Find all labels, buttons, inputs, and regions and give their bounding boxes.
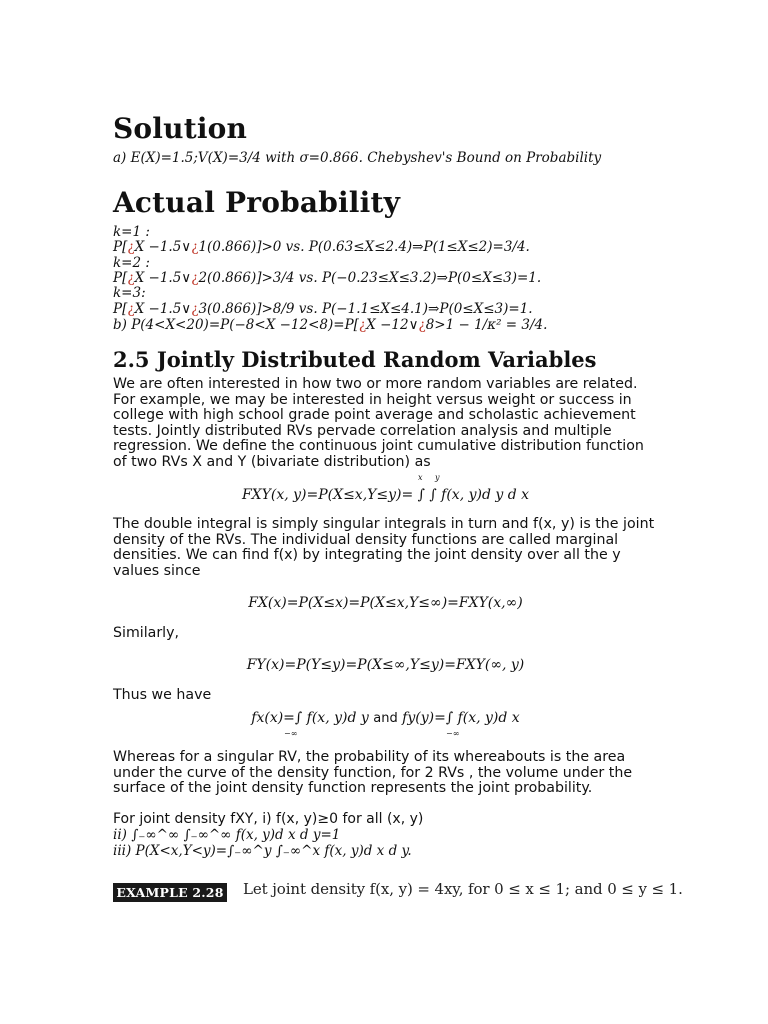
intro-paragraph: We are often interested in how two or more random variables are related. For example, we may be interested in height versus weight or success in college with high school grade point average and scholastic achievement tests. Jointly distributed RVs pervade correlation analysis and multiple regression. We define the continuous joint cumulative distribution function of two RVs X and Y (bivariate distribution) as	[113, 376, 644, 470]
thus-text: Thus we have	[113, 687, 212, 703]
k1-equation: P[¿X −1.5∨¿1(0.866)]>0 vs. P(0.63≤X≤2.4)⇒P(1≤X≤2)=3/4.	[113, 239, 530, 255]
k1-label: k=1 :	[113, 224, 150, 240]
similarly-text: Similarly,	[113, 625, 180, 641]
joint-property-i: For joint density fXY, i) f(x, y)≥0 for all (x, y)	[113, 811, 424, 827]
section-heading: 2.5 Jointly Distributed Random Variables	[113, 347, 597, 372]
k2-label: k=2 :	[113, 255, 150, 271]
line-b-equation: b) P(4<X<20)=P(−8<X −12<8)=P[¿X −12∨¿8>1 − 1/κ² = 3/4.	[113, 317, 548, 333]
eq1-upper-limit-y: y	[435, 473, 440, 482]
solution-heading: Solution	[113, 112, 248, 145]
example-row	[113, 880, 683, 904]
example-text: Let joint density f(x, y) = 4xy, for 0 ≤ x ≤ 1; and 0 ≤ y ≤ 1.	[243, 880, 683, 898]
k3-label: k=3:	[113, 285, 146, 301]
joint-cdf-equation: FXY(x, y)=P(X≤x,Y≤y)= ∫ ∫ f(x, y)d y d x	[241, 487, 530, 503]
joint-property-ii: ii) ∫₋∞^∞ ∫₋∞^∞ f(x, y)d x d y=1	[113, 827, 341, 843]
marginal-y-equation: FY(x)=P(Y≤y)=P(X≤∞,Y≤y)=FXY(∞, y)	[246, 657, 525, 673]
eq4-lower-limit-left: −∞	[284, 729, 298, 738]
solution-line-a: a) E(X)=1.5;V(X)=3/4 with σ=0.866. Chebyshev's Bound on Probability	[113, 150, 602, 166]
k2-equation: P[¿X −1.5∨¿2(0.866)]>3/4 vs. P(−0.23≤X≤3.2)⇒P(0≤X≤3)=1.	[113, 270, 542, 286]
actual-probability-heading: Actual Probability	[113, 186, 401, 219]
marginal-density-equations: fx(x)=∫ f(x, y)d y and fy(y)=∫ f(x, y)d x	[251, 710, 520, 726]
volume-paragraph: Whereas for a singular RV, the probability of its whereabouts is the area under the curve of the density function, for 2 RVs , the volume under the surface of the joint density function represents the joint probability.	[113, 749, 633, 797]
joint-property-iii: iii) P(X<x,Y<y)=∫₋∞^y ∫₋∞^x f(x, y)d x d y.	[113, 843, 412, 859]
k3-equation: P[¿X −1.5∨¿3(0.866)]>8/9 vs. P(−1.1≤X≤4.1)⇒P(0≤X≤3)=1.	[113, 301, 533, 317]
eq1-upper-limit-x: x	[418, 473, 423, 482]
eq4-lower-limit-right: −∞	[446, 729, 460, 738]
marginal-paragraph: The double integral is simply singular integrals in turn and f(x, y) is the joint density of the RVs. The individual density functions are called marginal densities. We can find f(x) by integrating the joint density over all the y values since	[113, 516, 655, 579]
marginal-x-equation: FX(x)=P(X≤x)=P(X≤x,Y≤∞)=FXY(x,∞)	[248, 595, 523, 611]
example-badge: EXAMPLE 2.28	[113, 883, 227, 902]
